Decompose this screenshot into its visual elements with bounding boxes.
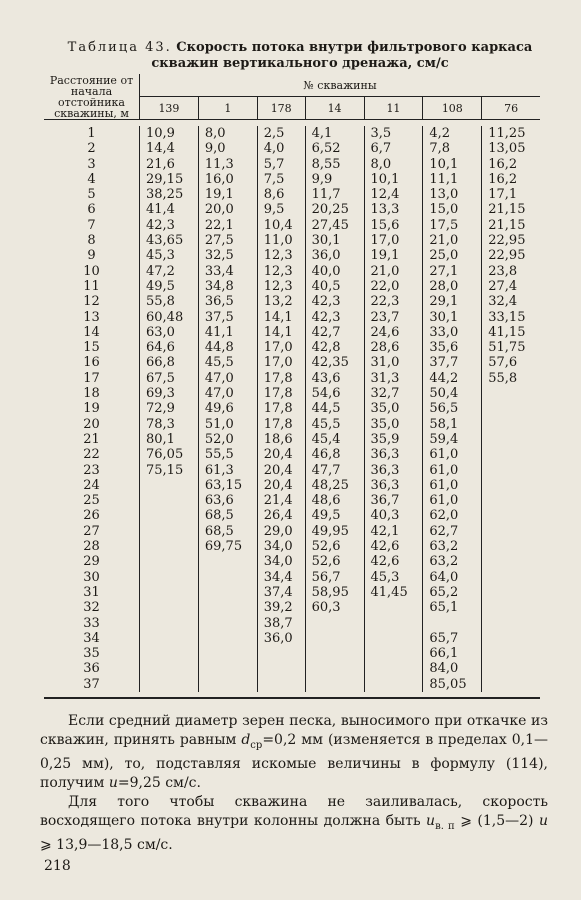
velocity-cell: 64,6 (146, 340, 175, 356)
velocity-cell: 52,6 (311, 539, 341, 555)
velocity-cell: 2,5 (263, 126, 285, 141)
velocity-cell: 4,0 (263, 141, 285, 157)
velocity-cell: 15,0 (429, 202, 459, 218)
velocity-cell: 57,6 (488, 355, 518, 371)
velocity-cell: 19,1 (370, 248, 400, 264)
velocity-cell: 42,6 (370, 539, 400, 555)
velocity-cell: 25,0 (429, 248, 459, 264)
velocity-cell: 16,2 (488, 156, 518, 172)
distance-cell: 29 (83, 554, 100, 570)
velocity-cell: 36,5 (204, 294, 234, 310)
velocity-cell: 18,6 (263, 431, 293, 447)
column-well-11 (364, 126, 423, 692)
velocity-cell: 3,5 (370, 126, 392, 141)
velocity-cell: 13,2 (263, 294, 293, 310)
velocity-cell: 10,4 (263, 217, 293, 233)
velocity-cell: 8,55 (311, 156, 341, 172)
velocity-cell: 62,7 (429, 523, 459, 539)
velocity-cell: 17,0 (263, 340, 293, 356)
velocity-cell: 49,5 (311, 508, 341, 524)
velocity-cell: 33,15 (488, 309, 526, 325)
velocity-cell: 6,52 (311, 141, 341, 157)
velocity-cell: 22,1 (204, 217, 234, 233)
velocity-cell: 17,5 (429, 217, 459, 233)
velocity-cell: 14,1 (263, 309, 293, 325)
velocity-cell: 51,0 (204, 416, 234, 432)
velocity-cell: 20,4 (263, 462, 293, 478)
velocity-cell: 16,2 (488, 171, 518, 187)
distance-cell: 30 (83, 569, 100, 585)
distance-cell: 20 (83, 416, 100, 432)
velocity-cell: 12,3 (263, 263, 293, 279)
velocity-cell: 32,4 (488, 294, 518, 310)
velocity-cell: 42,6 (370, 554, 400, 570)
column-well-1 (198, 126, 257, 692)
distance-cell: 31 (83, 584, 100, 600)
distance-cell: 17 (83, 370, 100, 386)
velocity-cell: 14,1 (263, 324, 293, 340)
velocity-cell: 27,4 (488, 278, 518, 294)
velocity-cell: 22,0 (370, 278, 400, 294)
velocity-cell: 61,0 (429, 447, 459, 463)
velocity-cell: 35,9 (370, 431, 400, 447)
velocity-cell: 12,4 (370, 187, 400, 203)
velocity-cell: 61,0 (429, 493, 459, 509)
velocity-cell: 21,0 (429, 233, 459, 249)
header-well-14: 14 (305, 97, 364, 120)
velocity-cell: 58,95 (311, 584, 349, 600)
distance-cell: 1 (87, 126, 96, 141)
distance-cell: 13 (83, 309, 100, 325)
velocity-cell: 48,6 (311, 493, 341, 509)
distance-cell: 2 (87, 141, 96, 157)
velocity-cell: 29,0 (263, 523, 293, 539)
velocity-cell: 11,0 (263, 233, 293, 249)
velocity-cell: 13,0 (429, 187, 459, 203)
velocity-cell: 27,5 (204, 233, 234, 249)
velocity-cell: 85,05 (429, 676, 467, 692)
distance-cell: 35 (83, 646, 100, 662)
velocity-cell: 21,0 (370, 263, 400, 279)
velocity-cell: 36,3 (370, 477, 400, 493)
velocity-cell: 34,4 (263, 569, 293, 585)
velocity-cell: 6,7 (370, 141, 392, 157)
velocity-cell: 10,9 (146, 126, 175, 141)
distance-cell: 8 (87, 233, 96, 249)
velocity-cell: 22,95 (488, 233, 526, 249)
velocity-cell: 51,75 (488, 340, 526, 356)
velocity-cell: 52,6 (311, 554, 341, 570)
velocity-cell: 42,3 (311, 309, 341, 325)
velocity-cell: 49,6 (204, 401, 234, 417)
velocity-cell: 36,7 (370, 493, 400, 509)
velocity-cell: 45,3 (146, 248, 175, 264)
velocity-cell: 22,3 (370, 294, 400, 310)
velocity-cell: 61,3 (204, 462, 234, 478)
header-well-139: 139 (140, 97, 199, 120)
distance-cell: 5 (87, 187, 96, 203)
header-well-178: 178 (257, 97, 305, 120)
velocity-cell: 23,7 (370, 309, 400, 325)
table-caption (40, 40, 560, 72)
velocity-cell: 60,3 (311, 600, 341, 616)
velocity-cell: 12,3 (263, 278, 293, 294)
velocity-cell: 17,1 (488, 187, 518, 203)
distance-cell: 12 (83, 294, 100, 310)
distance-cell: 4 (87, 171, 96, 187)
velocity-cell: 49,95 (311, 523, 349, 539)
header-distance: Расстояние от начала отстойника скважины, м (44, 74, 140, 120)
table-caption-title: Скорость потока внутри фильтрового каркаса скважин вертикального дренажа, см/с (151, 40, 533, 71)
velocity-cell: 67,5 (146, 370, 175, 386)
distance-cell: 26 (83, 508, 100, 524)
velocity-cell: 41,45 (370, 584, 408, 600)
velocity-cell: 9,9 (311, 171, 333, 187)
velocity-cell: 32,7 (370, 386, 400, 402)
velocity-cell: 22,95 (488, 248, 526, 264)
velocity-cell: 12,3 (263, 248, 293, 264)
velocity-cell: 9,5 (263, 202, 285, 218)
velocity-cell: 35,0 (370, 401, 400, 417)
velocity-cell: 44,2 (429, 370, 459, 386)
velocity-cell: 50,4 (429, 386, 459, 402)
velocity-cell: 19,1 (204, 187, 234, 203)
velocity-cell: 65,1 (429, 600, 459, 616)
column-well-14 (305, 126, 364, 692)
velocity-cell: 42,8 (311, 340, 341, 356)
velocity-cell: 60,48 (146, 309, 184, 325)
paragraph-grain-diameter: Если средний диаметр зерен песка, выносимого при откачке из скважин, принять равным $d_{ср}=0,2$ мм (изменяется в пределах 0,1—0,25 мм), то, подставляя искомые величины в формулу (114), получим u=9,25 см/с. (40, 713, 548, 791)
velocity-cell: 46,8 (311, 447, 341, 463)
distance-cell: 10 (83, 263, 100, 279)
velocity-cell: 78,3 (146, 416, 175, 432)
velocity-cell: 52,0 (204, 431, 234, 447)
distance-cell: 16 (83, 355, 100, 371)
velocity-cell: 21,15 (488, 217, 526, 233)
distance-cell: 21 (83, 431, 100, 447)
velocity-cell: 36,0 (263, 630, 293, 646)
velocity-cell: 76,05 (146, 447, 184, 463)
distance-cell: 23 (83, 462, 100, 478)
velocity-cell: 34,8 (204, 278, 234, 294)
velocity-cell: 63,15 (204, 477, 243, 493)
velocity-cell: 17,8 (263, 401, 293, 417)
velocity-cell: 55,5 (204, 447, 234, 463)
column-well-178 (257, 126, 305, 692)
velocity-cell: 61,0 (429, 462, 459, 478)
velocity-cell: 64,0 (429, 569, 459, 585)
velocity-cell: 45,4 (311, 431, 341, 447)
velocity-cell: 42,35 (311, 355, 349, 371)
header-well-108: 108 (423, 97, 482, 120)
velocity-cell: 37,5 (204, 309, 234, 325)
velocity-cell: 28,6 (370, 340, 400, 356)
distance-cell: 14 (83, 324, 100, 340)
velocity-cell: 41,1 (204, 324, 234, 340)
velocity-cell: 20,25 (311, 202, 349, 218)
velocity-cell: 65,2 (429, 584, 459, 600)
velocity-cell: 40,0 (311, 263, 341, 279)
velocity-cell: 35,6 (429, 340, 459, 356)
velocity-cell: 80,1 (146, 431, 175, 447)
velocity-cell: 45,5 (311, 416, 341, 432)
velocity-cell: 58,1 (429, 416, 459, 432)
velocity-cell: 47,2 (146, 263, 175, 279)
velocity-cell: 17,0 (370, 233, 400, 249)
velocity-cell: 34,0 (263, 554, 293, 570)
velocity-cell: 21,15 (488, 202, 526, 218)
velocity-cell: 41,15 (488, 324, 526, 340)
velocity-cell: 65,7 (429, 630, 459, 646)
velocity-cell: 37,7 (429, 355, 459, 371)
velocity-cell: 24,6 (370, 324, 400, 340)
velocity-cell: 39,2 (263, 600, 293, 616)
distance-cell: 15 (83, 340, 100, 356)
velocity-cell: 43,65 (146, 233, 184, 249)
velocity-cell: 17,0 (263, 355, 293, 371)
distance-cell: 24 (83, 477, 100, 493)
velocity-cell: 21,4 (263, 493, 293, 509)
velocity-cell: 23,8 (488, 263, 518, 279)
velocity-cell: 11,7 (311, 187, 341, 203)
velocity-cell: 40,3 (370, 508, 400, 524)
velocity-cell: 29,1 (429, 294, 459, 310)
table-caption-lead: Таблица 43. (67, 40, 172, 55)
column-well-108 (423, 126, 482, 692)
velocity-cell: 36,3 (370, 462, 400, 478)
velocity-cell: 63,2 (429, 554, 459, 570)
column-distance (44, 126, 140, 692)
velocity-cell: 45,5 (204, 355, 234, 371)
distance-cell: 28 (83, 539, 100, 555)
distance-cell: 9 (87, 248, 96, 264)
velocity-cell: 8,6 (263, 187, 285, 203)
velocity-cell: 36,3 (370, 447, 400, 463)
velocity-cell: 72,9 (146, 401, 175, 417)
velocity-cell: 44,5 (311, 401, 341, 417)
velocity-cell: 14,4 (146, 141, 175, 157)
distance-cell: 25 (83, 493, 100, 509)
velocity-cell: 4,1 (311, 126, 333, 141)
distance-cell: 36 (83, 661, 100, 677)
velocity-cell: 5,7 (263, 156, 285, 172)
velocity-cell: 35,0 (370, 416, 400, 432)
distance-cell: 32 (83, 600, 100, 616)
velocity-cell: 8,0 (204, 126, 226, 141)
velocity-cell: 63,6 (204, 493, 234, 509)
velocity-cell: 7,8 (429, 141, 451, 157)
velocity-cell: 16,0 (204, 171, 234, 187)
velocity-cell: 11,3 (204, 156, 234, 172)
velocity-cell: 69,3 (146, 386, 175, 402)
velocity-cell: 61,0 (429, 477, 459, 493)
distance-cell: 3 (87, 156, 96, 172)
velocity-cell: 21,6 (146, 156, 175, 172)
header-well-group: № скважины (140, 74, 541, 97)
velocity-cell: 26,4 (263, 508, 293, 524)
velocity-cell: 10,1 (429, 156, 459, 172)
velocity-cell: 17,8 (263, 386, 293, 402)
distance-cell: 6 (87, 202, 96, 218)
velocity-cell: 55,8 (488, 370, 518, 386)
velocity-cell: 34,0 (263, 539, 293, 555)
velocity-cell: 20,4 (263, 447, 293, 463)
distance-cell: 22 (83, 447, 100, 463)
velocity-cell: 48,25 (311, 477, 349, 493)
velocity-cell: 10,1 (370, 171, 400, 187)
distance-cell: 34 (83, 630, 100, 646)
velocity-cell: 13,3 (370, 202, 400, 218)
velocity-cell: 44,8 (204, 340, 234, 356)
distance-cell: 37 (83, 676, 100, 692)
velocity-cell: 20,0 (204, 202, 234, 218)
distance-cell: 18 (83, 386, 100, 402)
velocity-cell: 41,4 (146, 202, 175, 218)
column-well-76 (482, 126, 540, 692)
velocity-cell: 42,7 (311, 324, 341, 340)
velocity-cell: 56,7 (311, 569, 341, 585)
velocity-cell: 30,1 (311, 233, 341, 249)
velocity-cell: 47,0 (204, 386, 234, 402)
velocity-cell: 29,15 (146, 171, 184, 187)
distance-cell: 7 (87, 217, 96, 233)
velocity-cell: 20,4 (263, 477, 293, 493)
velocity-cell: 75,15 (146, 462, 184, 478)
velocity-cell: 68,5 (204, 523, 234, 539)
velocity-cell: 15,6 (370, 217, 400, 233)
velocity-cell: 38,7 (263, 615, 293, 631)
velocity-cell: 59,4 (429, 431, 459, 447)
velocity-cell: 38,25 (146, 187, 184, 203)
velocity-cell: 31,0 (370, 355, 400, 371)
velocity-cell: 37,4 (263, 584, 293, 600)
header-well-11: 11 (364, 97, 423, 120)
velocity-cell: 40,5 (311, 278, 341, 294)
velocity-cell: 33,4 (204, 263, 234, 279)
velocity-cell: 32,5 (204, 248, 234, 264)
velocity-cell: 17,8 (263, 370, 293, 386)
velocity-cell: 9,0 (204, 141, 226, 157)
velocity-cell: 42,1 (370, 523, 400, 539)
velocity-cell: 84,0 (429, 661, 459, 677)
velocity-cell: 56,5 (429, 401, 459, 417)
velocity-cell: 33,0 (429, 324, 459, 340)
velocity-cell: 13,05 (488, 141, 526, 157)
velocity-cell: 30,1 (429, 309, 459, 325)
velocity-cell: 68,5 (204, 508, 234, 524)
header-well-1: 1 (198, 97, 257, 120)
velocity-cell: 47,7 (311, 462, 341, 478)
velocity-cell: 8,0 (370, 156, 392, 172)
velocity-cell: 62,0 (429, 508, 459, 524)
velocity-cell: 27,1 (429, 263, 459, 279)
velocity-cell: 45,3 (370, 569, 400, 585)
velocity-cell (429, 616, 481, 631)
distance-cell: 27 (83, 523, 100, 539)
velocity-cell: 27,45 (311, 217, 349, 233)
velocity-cell: 54,6 (311, 386, 341, 402)
paragraph-flow-velocity: Для того чтобы скважина не заиливалась, скорость восходящего потока внутри колонны должна быть $u_{в. п}$ ⩾ (1,5—2) u ⩾ 13,9—18,5 см/с. (40, 794, 548, 853)
velocity-cell: 31,3 (370, 370, 400, 386)
distance-cell: 19 (83, 401, 100, 417)
velocity-cell: 28,0 (429, 278, 459, 294)
distance-cell: 11 (83, 278, 100, 294)
velocity-cell: 63,0 (146, 324, 175, 340)
table-bottom-rule (44, 697, 540, 699)
velocity-table (44, 74, 540, 692)
velocity-cell: 43,6 (311, 370, 341, 386)
velocity-cell: 4,2 (429, 126, 451, 141)
page-number: 218 (44, 858, 71, 874)
velocity-cell: 7,5 (263, 171, 285, 187)
velocity-cell: 69,75 (204, 539, 243, 555)
velocity-cell: 11,1 (429, 171, 459, 187)
velocity-cell: 47,0 (204, 370, 234, 386)
velocity-cell: 66,8 (146, 355, 175, 371)
header-well-76: 76 (482, 97, 540, 120)
velocity-cell: 55,8 (146, 294, 175, 310)
velocity-cell: 17,8 (263, 416, 293, 432)
velocity-cell: 42,3 (311, 294, 341, 310)
velocity-cell: 11,25 (488, 126, 526, 141)
column-well-139 (140, 126, 199, 692)
velocity-cell: 63,2 (429, 539, 459, 555)
data-row (44, 126, 540, 692)
velocity-cell: 66,1 (429, 646, 459, 662)
distance-cell: 33 (83, 615, 100, 631)
velocity-cell: 42,3 (146, 217, 175, 233)
velocity-cell: 36,0 (311, 248, 341, 264)
velocity-cell: 49,5 (146, 278, 175, 294)
